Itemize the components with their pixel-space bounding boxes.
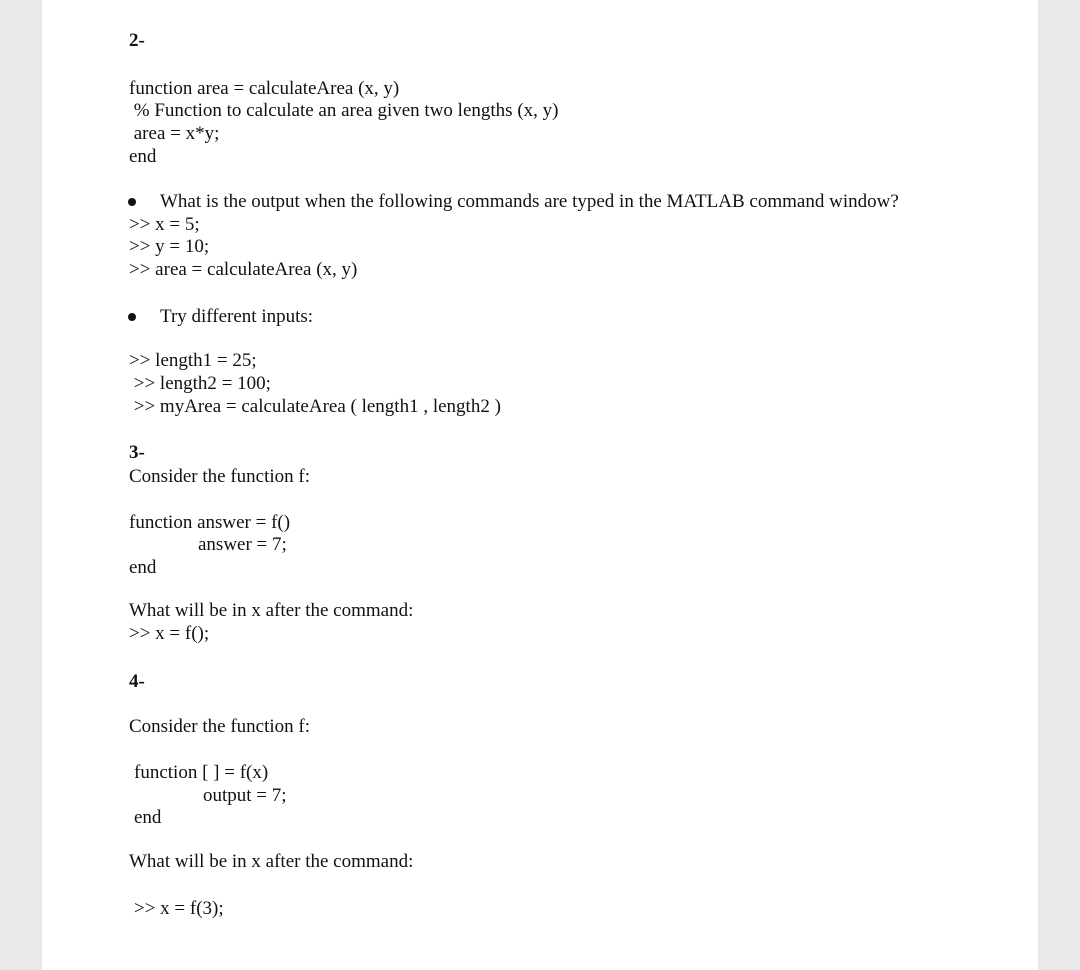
question-text: What is the output when the following commands are typed in the MATLAB command window?	[160, 191, 899, 212]
intro-text: Consider the function f:	[129, 716, 310, 737]
section-3-heading: 3-	[129, 442, 145, 463]
intro-text: Consider the function f:	[129, 466, 310, 487]
code-line: function area = calculateArea (x, y)	[129, 78, 400, 99]
question-text: What will be in x after the command:	[129, 851, 414, 872]
section-2-heading: 2-	[129, 30, 145, 51]
command-line: >> area = calculateArea (x, y)	[129, 259, 358, 280]
code-comment-line: % Function to calculate an area given two lengths (x, y)	[129, 100, 559, 121]
section-4-heading: 4-	[129, 671, 145, 692]
code-line: end	[129, 557, 157, 578]
question-text: Try different inputs:	[160, 306, 314, 327]
command-line: >> x = f();	[129, 623, 210, 644]
command-line: >> length1 = 25;	[129, 350, 257, 371]
command-line: >> x = 5;	[129, 214, 200, 235]
bullet-icon	[128, 313, 136, 321]
code-line: end	[129, 146, 157, 167]
command-line: >> myArea = calculateArea ( length1 , length2 )	[129, 396, 501, 417]
command-line: >> length2 = 100;	[129, 373, 271, 394]
code-line: function answer = f()	[129, 512, 291, 533]
code-line: answer = 7;	[198, 534, 287, 555]
bullet-icon	[128, 198, 136, 206]
code-line: function [ ] = f(x)	[134, 762, 269, 783]
command-line: >> y = 10;	[129, 236, 210, 257]
question-text: What will be in x after the command:	[129, 600, 414, 621]
code-line: end	[134, 807, 162, 828]
code-line: area = x*y;	[129, 123, 220, 144]
command-line: >> x = f(3);	[134, 898, 224, 919]
code-line: output = 7;	[203, 785, 287, 806]
